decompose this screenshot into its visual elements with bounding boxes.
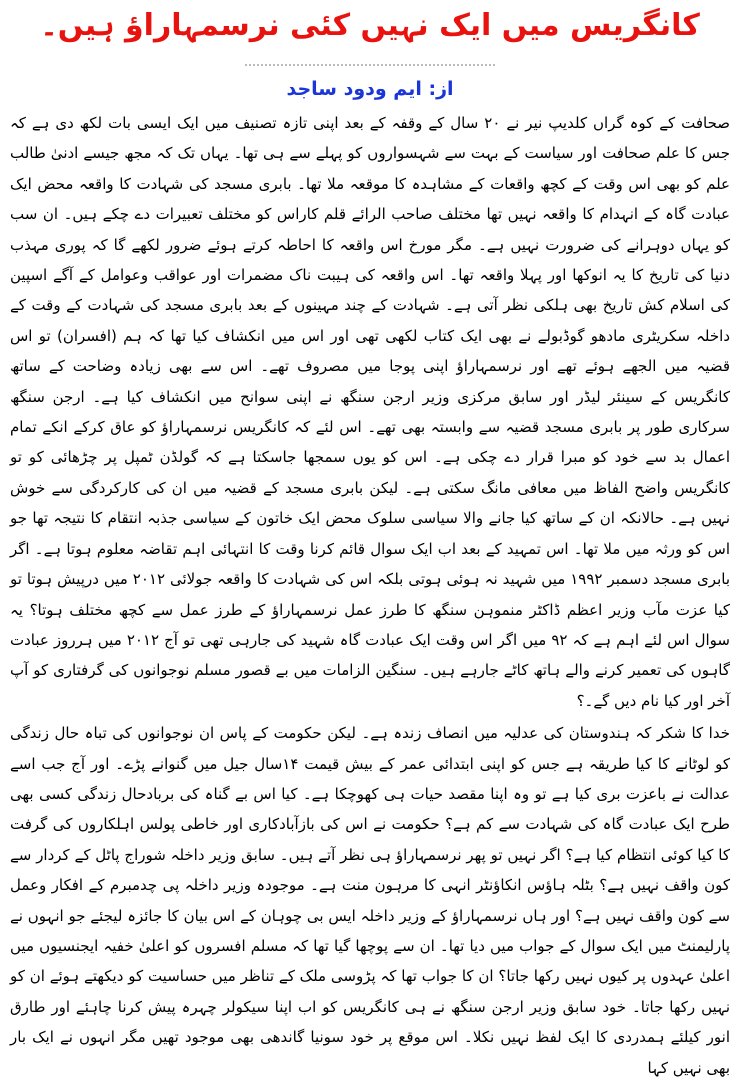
article-headline: کانگریس میں ایک نہیں کئی نرسمہاراؤ ہیں۔: [40, 8, 700, 43]
article-paragraph-2: خدا کا شکر کہ ہندوستان کی عدلیہ میں انصاف زندہ ہے۔ لیکن حکومت کے پاس ان نوجوانوں کی تباہ حال زندگی کو لوٹانے کا کیا طریقہ ہے جس کو اپنی ابتدائی عمر کے بیش قیمت ۱۴سال جیل میں گنوانے پڑے۔ اور آج جب اسے عدالت نے باعزت بری کیا ہے تو وہ اپنا مقصد حیات ہی کھوچکا ہے۔ کیا اس بے گناہ کی بربادحال زندگی کسی بھی طرح ایک عبادت گاہ کی شہادت سے کم ہے؟ حکومت نے اس کی بازآبادکاری اور خاطی پولس اہلکاروں کی گرفت کا کیا کوئی انتظام کیا ہے؟ اگر نہیں تو پھر نرسمہاراؤ ہی نظر آتے ہیں۔ سابق وزیر داخلہ شوراج پاٹل کے کردار سے کون واقف نہیں ہے؟ بٹلہ ہاؤس انکاؤنٹر انہی کا مرہون منت ہے۔ موجودہ وزیر داخلہ پی چدمبرم کے افکار وعمل سے کون واقف نہیں ہے؟ اور ہاں نرسمہاراؤ کے وزیر داخلہ ایس بی چوہان کے اس بیان کا جائزہ لیجئے جو انہوں نے پارلیمنٹ میں ایک سوال کے جواب میں دیا تھا۔ ان سے پوچھا گیا تھا کہ مسلم افسروں کو اعلیٰ خفیہ ایجنسیوں میں اعلیٰ عہدوں پر کیوں نہیں رکھا جاتا؟ ان کا جواب تھا کہ پڑوسی ملک کے تناظر میں حساسیت کو دیکھتے ہوئے ان کو نہیں رکھا جاتا۔ خود سابق وزیر ارجن سنگھ نے ہی کانگریس کو اب اپنا سیکولر چہرہ پیش کرنا چاہئے اور طارق انور کیلئے ہمدردی کا ایک لفظ نہیں نکلا۔ اس موقع پر خود سونیا گاندھی بھی موجود تھیں مگر انہوں نے ایک بار بھی نہیں کہا: [10, 724, 730, 1077]
headline-divider: [245, 64, 495, 66]
article-byline: از: ایم ودود ساجد: [286, 78, 454, 100]
article-paragraph-1: صحافت کے کوہ گراں کلدیپ نیر نے ۲۰ سال کے وقفہ کے بعد اپنی تازہ تصنیف میں ایک ایسی بات لکھ دی ہے کہ جس کا علم صحافت اور سیاست کے بہت سے شہسواروں کو پہلے سے ہی تھا۔ یہاں تک کہ مجھ جیسے ادنیٰ طالب علم کو بھی اس وقت کے کچھ واقعات کے مشاہدہ کا موقعہ ملا تھا۔ بابری مسجد کی شہادت کا واقعہ محض ایک عبادت گاہ کے انہدام کا واقعہ نہیں تھا مختلف صاحب الرائے قلم کاراس کو مختلف تعبیرات دے چکے ہیں۔ ان سب کو یہاں دوہرانے کی ضرورت نہیں ہے۔ مگر مورخ اس واقعہ کا احاطہ کرتے ہوئے ضرور لکھے گا کہ پوری مہذب دنیا کی تاریخ کا یہ انوکھا اور پہلا واقعہ تھا۔ اس واقعہ کی ہیبت ناک مضمرات اور عواقب وعوامل کے آگے اسپین کی اسلام کش تاریخ بھی ہلکی نظر آتی ہے۔ شہادت کے چند مہینوں کے بعد بابری مسجد کی شہادت کے وقت کے داخلہ سکریٹری مادھو گوڈبولے نے بھی ایک کتاب لکھی تھی اور اس میں انکشاف کیا تھا کہ ہم (افسران) تو اس قضیہ میں الجھے ہوئے تھے اور نرسمہاراؤ اپنی پوجا میں مصروف تھے۔ اس سے بھی زیادہ وضاحت کے ساتھ کانگریس کے سینئر لیڈر اور سابق مرکزی وزیر ارجن سنگھ نے اپنی سوانح میں انکشاف کیا ہے۔ ارجن سنگھ سرکاری طور پر بابری مسجد قضیہ سے وابستہ بھی تھے۔ اس لئے کہ کانگریس نرسمہاراؤ کو عاق کرکے انکے تمام اعمال بد سے خود کو مبرا قرار دے چکی ہے۔ اس کو یوں سمجھا جاسکتا ہے کہ گولڈن ٹمپل پر چڑھائی کو تو کانگریس واضح الفاظ میں معافی مانگ سکتی ہے۔ لیکن بابری مسجد کے قضیہ میں ان کی کارکردگی سے خوش نہیں ہے۔ حالانکہ ان کے ساتھ کیا جانے والا سیاسی سلوک محض ایک خاتون کے سیاسی جذبہ انتقام کا نتیجہ تھا جو اس کو ورثہ میں ملا تھا۔ اس تمہید کے بعد اب ایک سوال قائم کرنا وقت کا انتہائی اہم تقاضہ معلوم ہوتا ہے۔ اگر بابری مسجد دسمبر ۱۹۹۲ میں شہید نہ ہوئی ہوتی بلکہ اس کی شہادت کا واقعہ جولائی ۲۰۱۲ میں درپیش ہوتا تو کیا عزت مآب وزیر اعظم ڈاکٹر منموہن سنگھ کا طرز عمل نرسمہاراؤ کے طرز عمل سے کچھ مختلف ہوتا؟ یہ سوال اس لئے اہم ہے کہ ۹۲ میں اگر اس وقت ایک عبادت گاہ شہید کی جارہی تھی تو آج ۲۰۱۲ میں ہرروز عبادت گاہوں کی تعمیر کرنے والے ہاتھ کاٹے جارہے ہیں۔ سنگین الزامات میں بے قصور مسلم نوجوانوں کی گرفتاری کو آپ آخر اور کیا نام دیں گے۔؟: [10, 114, 731, 710]
